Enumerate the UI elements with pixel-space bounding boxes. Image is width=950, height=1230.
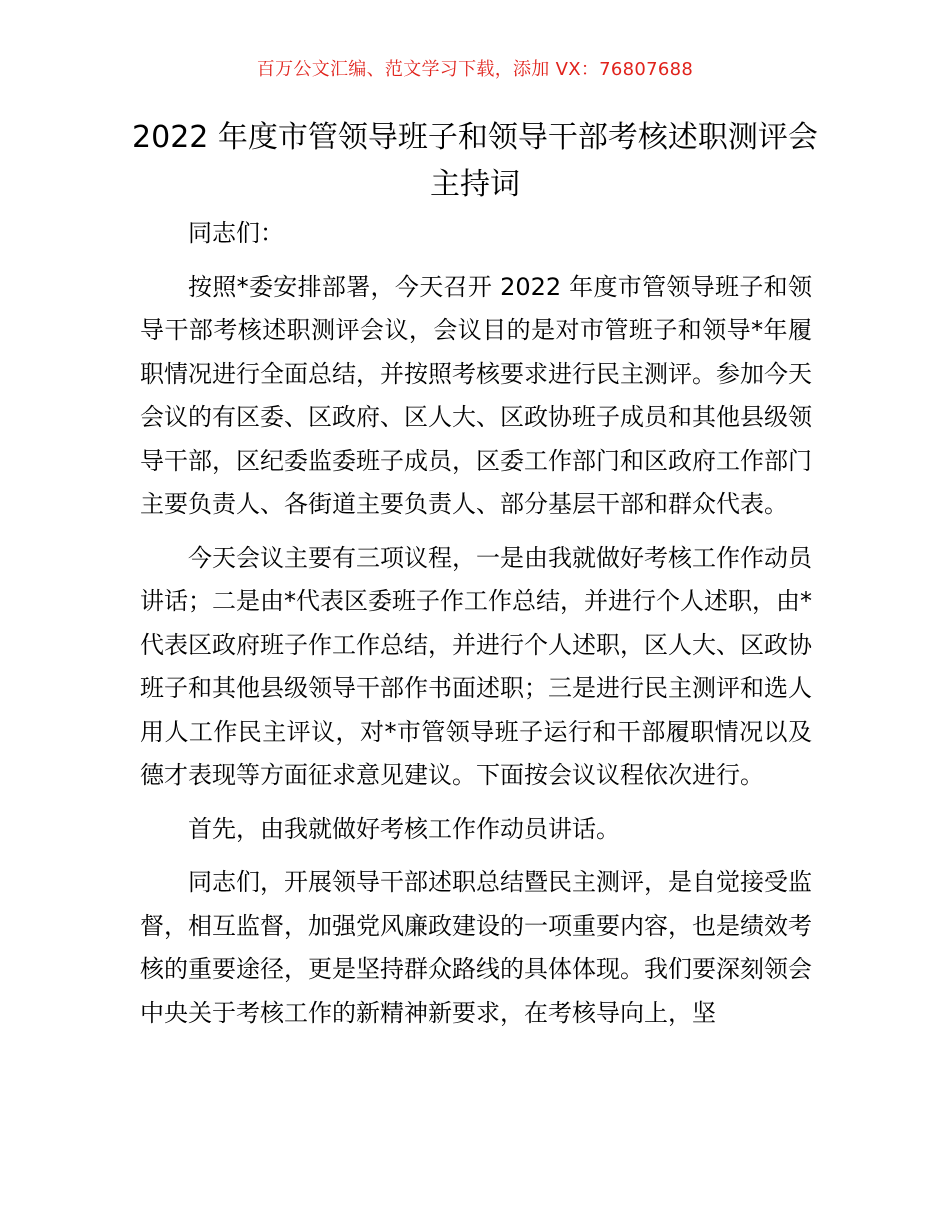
paragraph: 今天会议主要有三项议程，一是由我就做好考核工作作动员讲话；二是由*代表区委班子作工作总结，并进行个人述职，由*代表区政府班子作工作总结，并进行个人述职，区人大、区政协班子和其他县级领导干部作书面述职；三是进行民主测评和选人用人工作民主评议，对*市管领导班子运行和干部履职情况以及德才表现等方面征求意见建议。下面按会议议程依次进行。	[140, 543, 812, 789]
document-body	[140, 212, 812, 1045]
watermark-banner: 百万公文汇编、范文学习下载，添加 VX：76807688	[256, 59, 694, 80]
paragraph: 首先，由我就做好考核工作作动员讲话。	[188, 814, 620, 843]
salutation: 同志们：	[188, 219, 284, 247]
document-title: 2022 年度市管领导班子和领导干部考核述职测评会主持词	[132, 120, 818, 202]
paragraph: 按照*委安排部署，今天召开 2022 年度市管领导班子和领导干部考核述职测评会议，会议目的是对市管班子和领导*年履职情况进行全面总结，并按照考核要求进行民主测评。参加今天会议的有区委、区政府、区人大、区政协班子成员和其他县级领导干部，区纪委监委班子成员，区委工作部门和区政府工作部门主要负责人、各街道主要负责人、部分基层干部和群众代表。	[140, 272, 812, 518]
paragraph: 同志们，开展领导干部述职总结暨民主测评，是自觉接受监督，相互监督，加强党风廉政建设的一项重要内容，也是绩效考核的重要途径，更是坚持群众路线的具体体现。我们要深刻领会中央关于考核工作的新精神新要求，在考核导向上，坚	[140, 868, 812, 1027]
